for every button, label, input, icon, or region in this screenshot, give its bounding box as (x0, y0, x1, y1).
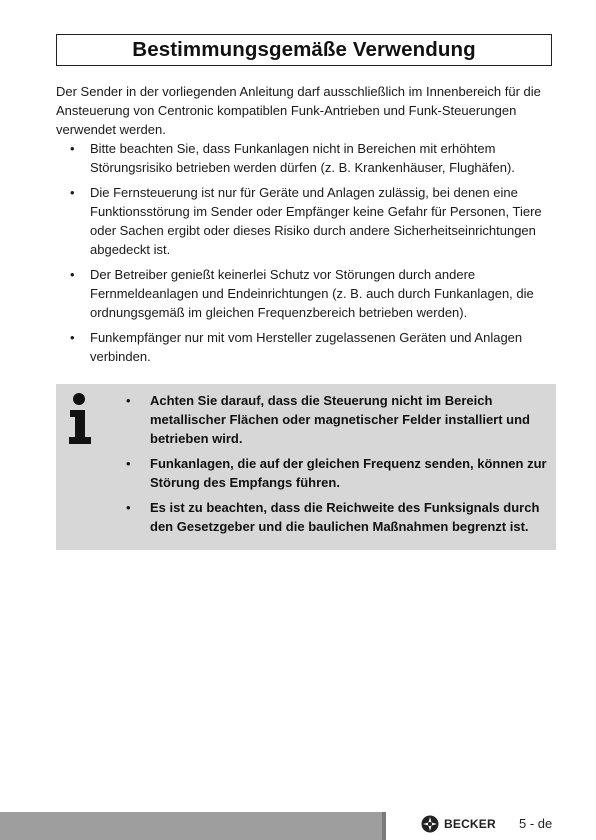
bullet-marker: • (126, 393, 131, 408)
list-item-text: Funkempfänger nur mit vom Hersteller zugelassenen Geräten und Anlagen verbinden. (90, 330, 523, 365)
brand (421, 815, 496, 833)
bullet-marker: • (70, 185, 75, 201)
bullet-marker: • (126, 456, 131, 471)
usage-bullet-list (56, 140, 556, 374)
becker-logo-icon (421, 815, 439, 833)
info-icon (66, 392, 96, 446)
list-item-text: Die Fernsteuerung ist nur für Geräte und Anlagen zulässig, bei denen eine Funktionsstörung im Sender oder Empfänger keine Gefahr für Personen, Tiere oder Sachen ergibt oder dieses Risiko durch andere Sicherheitseinrichtungen abgedeckt ist. (90, 185, 542, 257)
title-box (56, 34, 552, 66)
list-item-text: Der Betreiber genießt keinerlei Schutz vor Störungen durch andere Fernmeldeanlagen und Endeinrichtungen (z. B. auch durch Funkanlagen, die ordnungsgemäß im gleichen Frequenzbereich betrieben werden). (90, 267, 534, 320)
info-note-list (122, 391, 552, 542)
page-title: Bestimmungsgemäße Verwendung (132, 38, 476, 61)
bullet-marker: • (70, 330, 75, 346)
list-item (122, 498, 552, 536)
brand-name: BECKER (444, 817, 496, 831)
list-item (122, 454, 552, 492)
list-item (56, 266, 556, 322)
list-item (56, 184, 556, 259)
list-item (56, 140, 556, 177)
footer-bar-edge (382, 812, 386, 840)
list-item-text: Funkanlagen, die auf der gleichen Frequenz senden, können zur Störung des Empfangs führen. (150, 456, 547, 490)
list-item-text: Es ist zu beachten, dass die Reichweite des Funksignals durch den Gesetzgeber und die baulichen Maßnahmen begrenzt ist. (150, 500, 540, 534)
list-item-text: Achten Sie darauf, dass die Steuerung nicht im Bereich metallischer Flächen oder magnetischer Felder installiert und betrieben wird. (150, 393, 531, 446)
footer-bar (0, 812, 382, 840)
bullet-marker: • (70, 267, 75, 283)
list-item (122, 391, 552, 448)
info-note-box (56, 384, 556, 550)
intro-paragraph: Der Sender in der vorliegenden Anleitung darf ausschließlich im Innenbereich für die Ansteuerung von Centronic kompatiblen Funk-Antrieben und Funk-Steuerungen verwendet werden. (56, 84, 541, 137)
list-item-text: Bitte beachten Sie, dass Funkanlagen nicht in Bereichen mit erhöhtem Störungsrisiko betrieben werden dürfen (z. B. Krankenhäuser, Flughäfen). (90, 141, 515, 175)
page-number: 5 - de (519, 816, 553, 831)
bullet-marker: • (70, 141, 75, 156)
bullet-marker: • (126, 500, 131, 515)
list-item (56, 329, 556, 366)
